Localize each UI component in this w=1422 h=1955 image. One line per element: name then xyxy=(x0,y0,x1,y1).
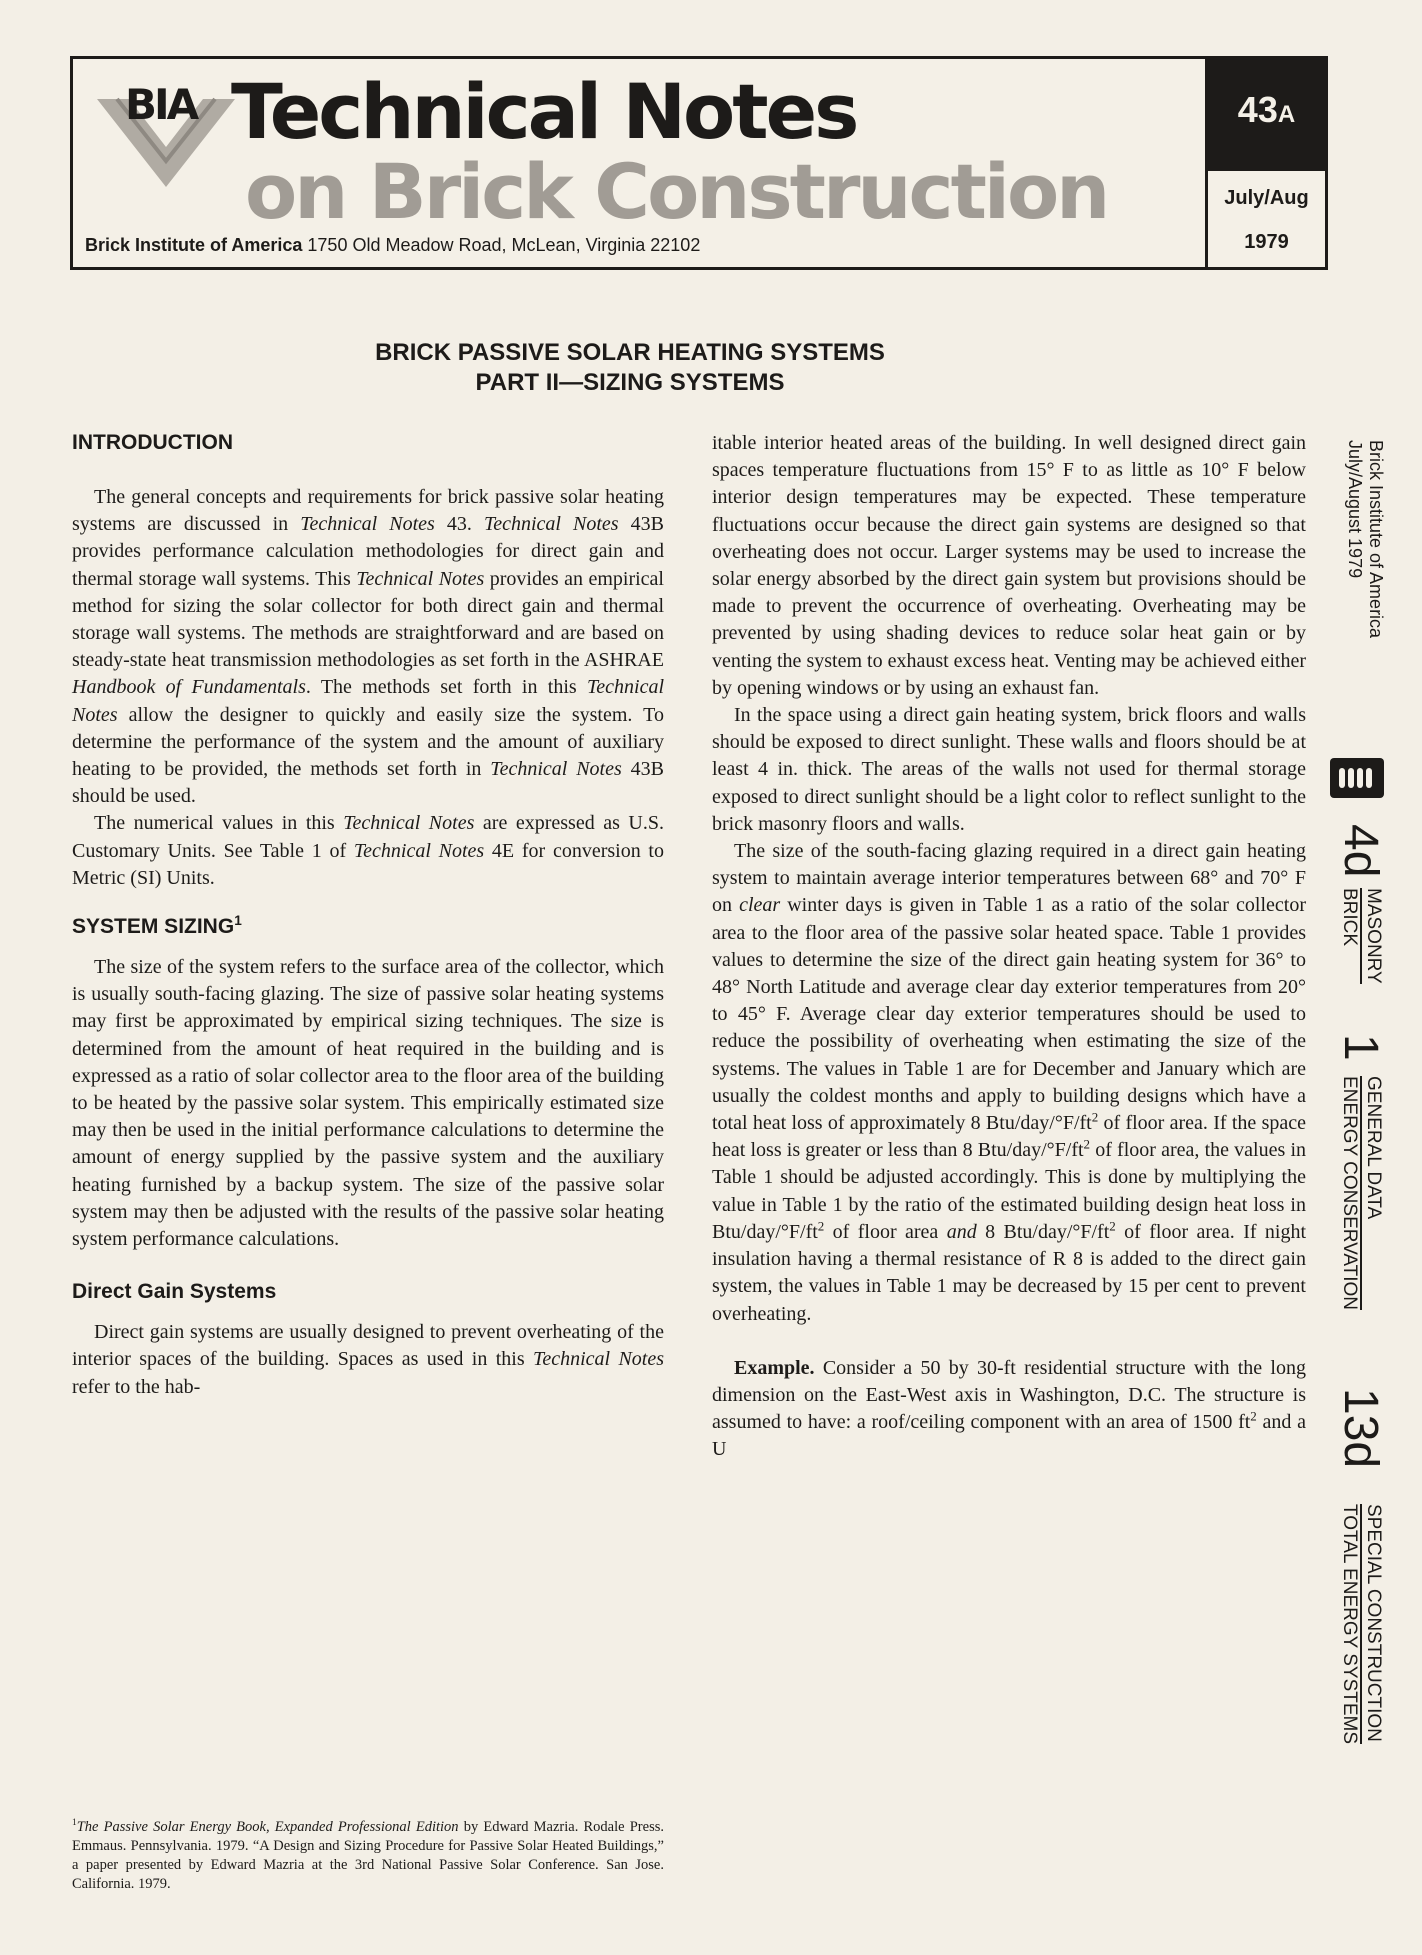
masthead-address-line xyxy=(85,235,700,256)
intro-paragraph-1: The general concepts and requirements for brick passive solar heating systems are discussed in Technical Notes 43. Technical Notes 43B provides performance calculation methodologies for direct gain and thermal storage wall systems. This Technical Notes provides an empirical method for sizing the solar collector for both direct gain and thermal storage wall systems. The methods are straightforward and are based on steady-state heat transmission methodologies as set forth in the ASHRAE Handbook of Fundamentals. The methods set forth in this Technical Notes allow the designer to quickly and easily size the system. To determine the performance of the system and the amount of auxiliary heating to be provided, the methods set forth in Technical Notes 43B should be used. xyxy=(72,486,665,808)
continuation-paragraph: itable interior heated areas of the building. In well designed direct gain spaces temperature fluctuations from 15° F to as little as 10° F below interior design temperatures may be expected. These temperature fluctuations occur because the direct gain systems are designed so that overheating does not occur. Larger systems may be used to increase the solar energy absorbed by the direct gain system but provisions should be made to prevent the occurrence of overheating. Overheating may be prevented by using shading devices to reduce solar heat gain or by venting the system to exhaust excess heat. Venting may be achieved either by opening windows or by using an exhaust fan. xyxy=(712,432,1306,699)
document-title xyxy=(250,338,1010,398)
sidebar-credit xyxy=(1344,440,1386,638)
issue-year: 1979 xyxy=(1244,231,1289,253)
class1-bottom-label: BRICK xyxy=(1339,888,1360,947)
class2-labels xyxy=(1339,1076,1384,1310)
class1-top-label: MASONRY xyxy=(1360,888,1384,984)
class-code-13d: 13d xyxy=(1334,1388,1387,1469)
bia-logo-text: BIA xyxy=(125,80,197,129)
glazing-size-paragraph: The size of the south-facing glazing required in a direct gain heating system to maintain average interior temperatures between 68° and 70° F on clear winter days is given in Table 1 as a ratio of the solar collector area to the floor area of the passive solar heated space. Table 1 provides values to determine the size of the direct gain heating system for 36° to 48° North Latitude and average clear day exterior temperatures from 20° to 45° F. Average clear day exterior temperatures should be used to reduce the possibility of overheating when estimating the size of the systems. The values in Table 1 are for December and January which are usually the coldest months and apply to building designs which have a total heat loss of approximately 8 Btu/$day/^\circ F/ft^2$ of floor area. If the space heat loss is greater or less than 8 Btu/$day/^\circ F/ft^2$ of floor area, the values in Table 1 should be adjusted accordingly. This is done by multiplying the value in Table 1 by the ratio of the estimated building design heat loss in Btu/$day/^\circ F/ft^2$ of floor area and 8 Btu/$day/^\circ F/ft^2$ of floor area. If night insulation having a thermal resistance of R 8 is added to the direct gain system, the values in Table 1 may be decreased by 15 per cent to prevent overheating. xyxy=(712,840,1307,1325)
example-label: Example. xyxy=(734,1356,815,1379)
right-column xyxy=(712,430,1306,1464)
class-code-4d: 4d xyxy=(1334,824,1387,878)
issue-month: July/Aug xyxy=(1224,187,1309,209)
sidebar-credit-line1: Brick Institute of America xyxy=(1366,440,1386,639)
document-title-line1: BRICK PASSIVE SOLAR HEATING SYSTEMS xyxy=(375,339,885,366)
issue-number-box xyxy=(1208,59,1325,171)
masthead-title-area xyxy=(73,59,1205,267)
system-sizing-heading xyxy=(72,914,664,940)
classification-sidebar xyxy=(1326,440,1392,1780)
intro-paragraph-2: The numerical values in this Technical Notes are expressed as U.S. Customary Units. See Table 1 of Technical Notes 4E for conversion to Metric (SI) Units. xyxy=(72,812,664,889)
sidebar-credit-line2: July/August 1979 xyxy=(1345,440,1365,579)
system-sizing-heading-text: SYSTEM SIZING xyxy=(72,915,235,939)
left-column xyxy=(72,430,664,1401)
direct-gain-paragraph: Direct gain systems are usually designed to prevent overheating of the interior spaces of the building. Spaces as used in this Technical Notes refer to the hab- xyxy=(72,1321,665,1398)
org-name: Brick Institute of America xyxy=(85,235,303,255)
brick-floors-paragraph: In the space using a direct gain heating system, brick floors and walls should be exposed to direct sunlight. These walls and floors should be at least 4 in. thick. The areas of the walls not used for thermal storage exposed to direct sunlight should be a light color to reflect sunlight to the brick masonry floors and walls. xyxy=(712,704,1306,835)
class3-bottom-label: TOTAL ENERGY SYSTEMS xyxy=(1339,1504,1360,1745)
example-paragraph: Example. Consider a 50 by 30-ft residential structure with the long dimension on the East-West axis in Washington, D.C. The structure is assumed to have: a roof/ceiling component with an area of 1500 $ft^2$ and a U xyxy=(712,1356,1306,1461)
issue-suffix: A xyxy=(1277,101,1296,128)
issue-panel xyxy=(1205,59,1325,267)
footnote-marker: 1 xyxy=(72,1818,77,1829)
class2-bottom-label: ENERGY CONSERVATION xyxy=(1339,1076,1360,1311)
class2-top-label: GENERAL DATA xyxy=(1360,1076,1384,1310)
bia-logo xyxy=(91,69,241,219)
direct-gain-heading: Direct Gain Systems xyxy=(72,1280,277,1304)
footnote xyxy=(72,1818,664,1894)
masthead xyxy=(70,56,1328,270)
footnote-text: by Edward Mazria. Rodale Press. Emmaus. Pennsylvania. 1979. “A Design and Sizing Procedure for Passive Solar Heated Buildings,” a paper presented by Edward Mazria at the 3rd National Passive Solar Conference. San Jose. California. 1979. xyxy=(72,1819,664,1892)
system-sizing-footnote-marker: 1 xyxy=(234,913,242,929)
class1-labels xyxy=(1339,888,1384,984)
bia-sidebar-logo xyxy=(1330,758,1384,798)
class3-top-label: SPECIAL CONSTRUCTION xyxy=(1360,1504,1384,1744)
sizing-paragraph: The size of the system refers to the surface area of the collector, which is usually south-facing glazing. The size of passive solar heating systems may first be approximated by empirical sizing techniques. The size is determined from the amount of heat required in the building and is expressed as a ratio of solar collector area to the floor area of the building to be heated by the passive solar system. This empirically estimated size may then be used in the initial performance calculations to determine the amount of energy supplied by the passive system and the auxiliary heating furnished by a backup system. The size of the passive solar system may then be adjusted with the results of the passive solar heating system performance calculations. xyxy=(72,956,664,1251)
footnote-title: The Passive Solar Energy Book, Expanded Professional Edition xyxy=(76,1819,459,1835)
masthead-title-line1: Technical Notes xyxy=(231,67,857,156)
class3-labels xyxy=(1339,1504,1384,1744)
class-code-1: 1 xyxy=(1334,1034,1387,1061)
org-address: 1750 Old Meadow Road, McLean, Virginia 22102 xyxy=(307,235,701,255)
introduction-heading: INTRODUCTION xyxy=(72,431,233,454)
issue-number: 43 xyxy=(1237,89,1278,130)
document-title-line2: PART II—SIZING SYSTEMS xyxy=(475,369,785,396)
masthead-title-line2: on Brick Construction xyxy=(245,147,1108,236)
